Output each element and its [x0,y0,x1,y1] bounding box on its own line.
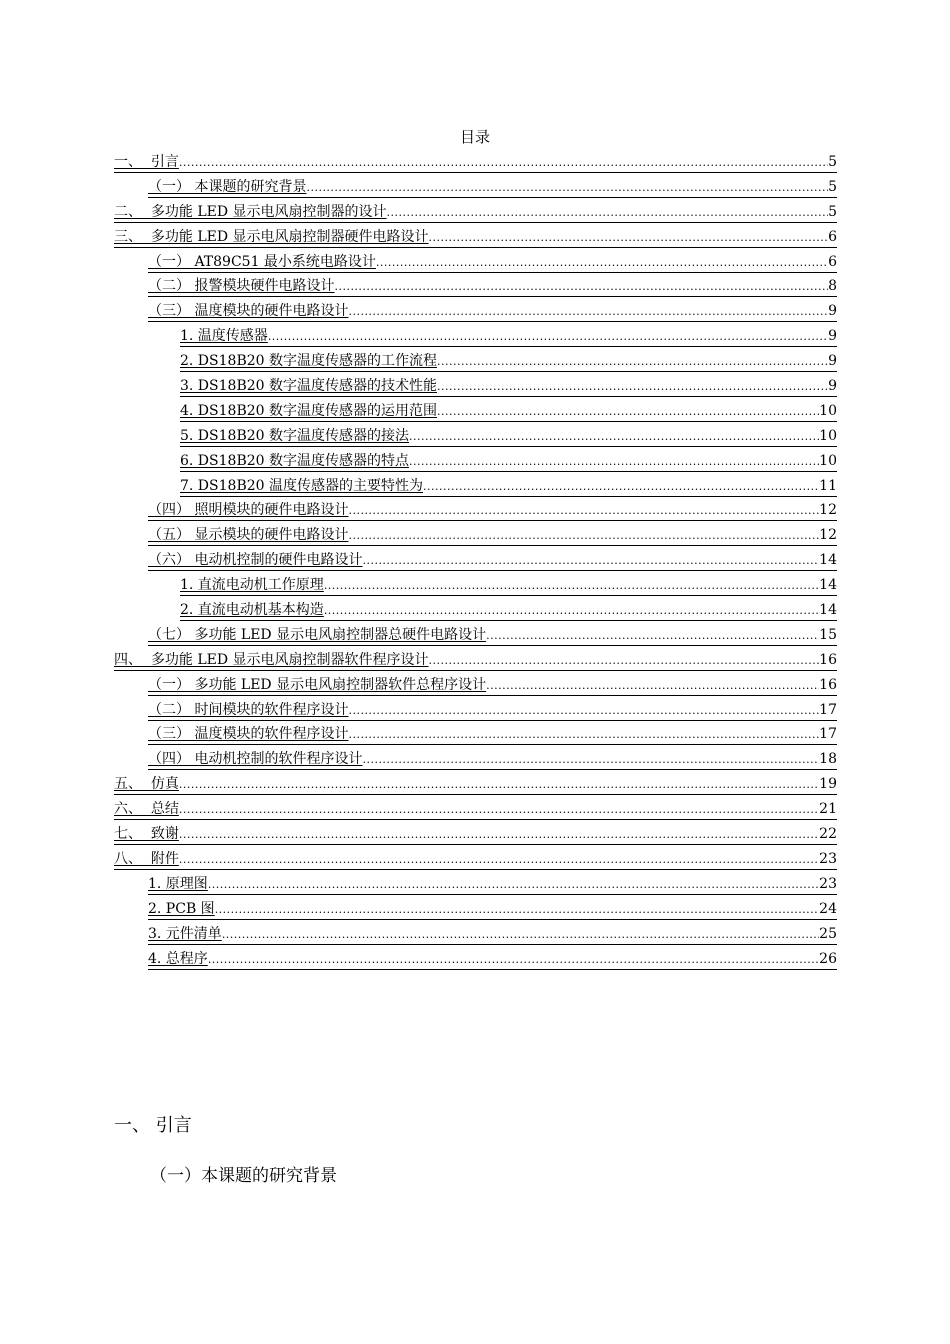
toc-dot-leader [208,876,819,894]
toc-entry-label: 1. 原理图 [148,875,208,892]
toc-entry-link[interactable] [180,402,837,422]
subsection-heading: （一）本课题的研究背景 [150,1166,337,1186]
toc-entry-label: （六） 电动机控制的硬件电路设计 [148,552,363,569]
toc-dot-leader [437,403,819,421]
toc-dot-leader [409,453,819,471]
toc-dot-leader [324,602,819,620]
toc-entry-link[interactable] [148,925,837,945]
toc-entry [114,253,837,278]
toc-entry-page: 8 [828,278,837,295]
toc-entry-link[interactable] [148,676,837,696]
toc-entry-link[interactable] [114,228,837,248]
toc-entry [114,626,837,651]
toc-entry-page: 5 [828,203,837,220]
toc-entry [114,601,837,626]
toc-entry-label: （三） 温度模块的软件程序设计 [148,726,349,743]
toc-entry-link[interactable] [180,377,837,397]
toc-entry-label: （二） 时间模块的软件程序设计 [148,701,349,718]
toc-entry [114,526,837,551]
toc-entry-link[interactable] [148,950,837,970]
toc-entry-link[interactable] [148,277,837,297]
toc-entry-label: （四） 电动机控制的软件程序设计 [148,751,363,768]
toc-entry-link[interactable] [148,875,837,895]
toc-dot-leader [348,702,819,720]
toc-entry-link[interactable] [148,750,837,770]
toc-entry [114,676,837,701]
toc-entry-page: 15 [819,626,837,643]
toc-entry-link[interactable] [114,203,837,223]
toc-dot-leader [437,353,828,371]
toc-entry-link[interactable] [148,178,837,198]
toc-entry-label: （一） 本课题的研究背景 [148,178,307,195]
toc-entry-label: 二、 多功能 LED 显示电风扇控制器的设计 [114,203,387,220]
section-heading: 一、 引言 [114,1115,192,1136]
toc-entry-label: （二） 报警模块硬件电路设计 [148,278,335,295]
toc-entry-label: （四） 照明模块的硬件电路设计 [148,502,349,519]
toc-entry-page: 5 [828,178,837,195]
toc-dot-leader [437,378,828,396]
toc-entry-page: 24 [819,900,837,917]
toc-entry-page: 6 [828,228,837,245]
toc-entry-page: 26 [819,950,837,967]
toc-entry-link[interactable] [180,427,837,447]
toc-entry-page: 22 [819,826,837,843]
toc-entry-page: 14 [819,552,837,569]
toc-entry-page: 16 [819,651,837,668]
toc-dot-leader [362,751,819,769]
toc-entry [114,850,837,875]
toc-dot-leader [179,776,819,794]
toc-entry-page: 11 [819,477,837,494]
toc-entry-label: 三、 多功能 LED 显示电风扇控制器硬件电路设计 [114,228,429,245]
toc-entry-label: 7. DS18B20 温度传感器的主要特性为 [180,477,423,494]
toc-entry-label: 七、 致谢 [114,826,179,843]
toc-entry-page: 23 [819,850,837,867]
toc-dot-leader [179,851,819,869]
toc-dot-leader [334,278,828,296]
toc-entry [114,950,837,975]
toc-entry-page: 9 [828,328,837,345]
toc-entry [114,750,837,775]
toc-entry-page: 14 [819,602,837,619]
toc-entry [114,775,837,800]
toc-entry [114,900,837,925]
toc-entry-link[interactable] [114,825,837,845]
toc-entry-page: 10 [819,452,837,469]
toc-entry-link[interactable] [180,601,837,621]
toc-dot-leader [486,677,819,695]
toc-dot-leader [348,527,819,545]
toc-entry [114,153,837,178]
toc-entry-link[interactable] [148,701,837,721]
toc-entry-label: 3. DS18B20 数字温度传感器的技术性能 [180,378,437,395]
toc-dot-leader [348,726,819,744]
toc-entry [114,302,837,327]
toc-dot-leader [324,577,819,595]
toc-entry-label: 五、 仿真 [114,776,179,793]
toc-entry [114,925,837,950]
toc-entry-page: 9 [828,378,837,395]
toc-entry [114,178,837,203]
toc-entry [114,427,837,452]
toc-entry-link[interactable] [148,900,837,920]
toc-entry-page: 14 [819,577,837,594]
toc-entry-link[interactable] [148,501,837,521]
toc-entry [114,327,837,352]
toc-entry [114,277,837,302]
toc-dot-leader [222,926,819,944]
toc-dot-leader [268,328,828,346]
toc-entry [114,402,837,427]
toc-entry-link[interactable] [180,352,837,372]
toc-entry-label: 4. DS18B20 数字温度传感器的运用范围 [180,402,437,419]
toc-entry-link[interactable] [114,800,837,820]
toc-entry-link[interactable] [114,153,837,173]
toc-entry-page: 9 [828,353,837,370]
toc-entry-link[interactable] [114,651,837,671]
toc-entry-label: 六、 总结 [114,801,179,818]
toc-entry-label: 4. 总程序 [148,950,208,967]
toc-title: 目录 [459,128,490,146]
toc-entry-page: 5 [828,154,837,170]
toc-dot-leader [387,204,829,222]
toc-dot-leader [208,951,819,969]
toc-entry [114,228,837,253]
toc-entry-link[interactable] [114,850,837,870]
toc-entry-page: 10 [819,427,837,444]
toc-entry-label: 八、 附件 [114,850,179,867]
toc-entry-label: （一） AT89C51 最小系统电路设计 [148,253,376,270]
toc-dot-leader [486,627,819,645]
toc-entry-link[interactable] [148,551,837,571]
toc-dot-leader [429,229,829,247]
toc-entry-page: 19 [819,776,837,793]
toc-entry [114,203,837,228]
toc-dot-leader [362,552,819,570]
toc-entry-page: 12 [819,502,837,519]
toc-entry-link[interactable] [148,253,837,273]
toc-entry [114,501,837,526]
toc-entry [114,452,837,477]
toc-entry [114,725,837,750]
toc-entry-label: 一、 引言 [114,154,179,170]
toc-entry-page: 9 [828,303,837,320]
toc-entry-page: 25 [819,925,837,942]
toc-entry-link[interactable] [180,327,837,347]
table-of-contents [114,153,837,974]
toc-entry-link[interactable] [148,626,837,646]
toc-dot-leader [376,254,828,272]
toc-entry-page: 16 [819,676,837,693]
toc-entry-label: 6. DS18B20 数字温度传感器的特点 [180,452,409,469]
toc-dot-leader [409,428,819,446]
toc-entry-label: 5. DS18B20 数字温度传感器的接法 [180,427,409,444]
toc-entry [114,551,837,576]
toc-dot-leader [179,826,819,844]
toc-entry-label: 1. 直流电动机工作原理 [180,577,324,594]
toc-dot-leader [306,179,828,197]
toc-entry-link[interactable] [180,576,837,596]
toc-entry-page: 21 [819,801,837,818]
toc-entry [114,800,837,825]
toc-entry [114,576,837,601]
toc-entry-label: （七） 多功能 LED 显示电风扇控制器总硬件电路设计 [148,626,487,643]
toc-entry-label: 2. PCB 图 [148,900,215,917]
toc-entry [114,651,837,676]
toc-entry-page: 12 [819,527,837,544]
toc-entry-page: 17 [819,701,837,718]
toc-entry [114,875,837,900]
toc-entry-label: 四、 多功能 LED 显示电风扇控制器软件程序设计 [114,651,429,668]
toc-entry-page: 17 [819,726,837,743]
toc-entry-page: 10 [819,402,837,419]
toc-entry-page: 18 [819,751,837,768]
toc-dot-leader [179,801,819,819]
toc-entry [114,701,837,726]
toc-entry [114,477,837,502]
toc-entry-page: 6 [828,253,837,270]
toc-dot-leader [215,901,819,919]
toc-entry-link[interactable] [180,452,837,472]
toc-entry-link[interactable] [180,477,837,497]
toc-entry-link[interactable] [148,302,837,322]
toc-entry [114,352,837,377]
toc-entry-label: 2. 直流电动机基本构造 [180,602,324,619]
toc-entry-label: （三） 温度模块的硬件电路设计 [148,303,349,320]
toc-dot-leader [348,303,828,321]
toc-entry-link[interactable] [148,526,837,546]
toc-entry-link[interactable] [114,775,837,795]
toc-dot-leader [348,502,819,520]
toc-dot-leader [423,478,819,496]
toc-entry [114,825,837,850]
toc-entry-label: 1. 温度传感器 [180,328,268,345]
toc-entry-link[interactable] [148,725,837,745]
toc-entry-label: 3. 元件清单 [148,925,222,942]
toc-dot-leader [179,154,828,172]
toc-entry-label: 2. DS18B20 数字温度传感器的工作流程 [180,353,437,370]
toc-entry-page: 23 [819,875,837,892]
toc-entry [114,377,837,402]
toc-entry-label: （五） 显示模块的硬件电路设计 [148,527,349,544]
toc-entry-label: （一） 多功能 LED 显示电风扇控制器软件总程序设计 [148,676,487,693]
toc-dot-leader [429,652,820,670]
